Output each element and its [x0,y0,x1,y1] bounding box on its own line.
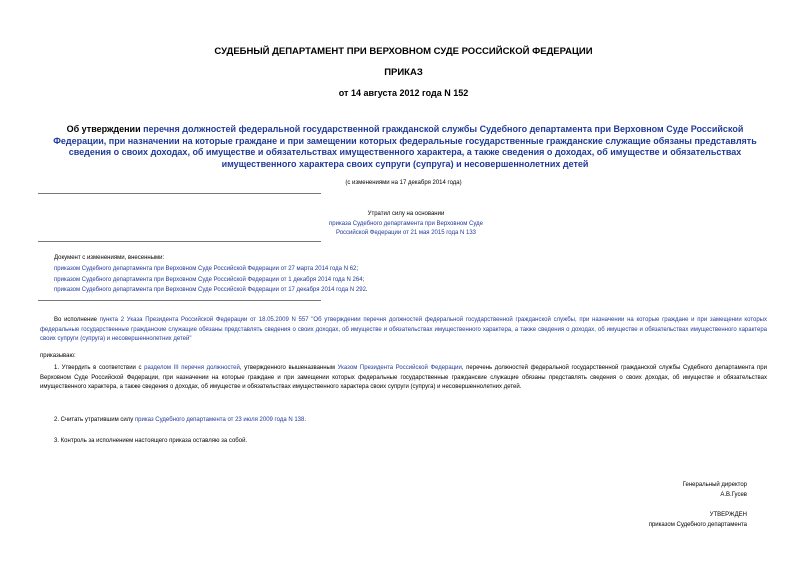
lost-force-line: Утратил силу на основании [367,211,445,217]
doc-changes-heading: Документ с изменениями, внесенными: [54,255,165,261]
clause-2-text: 2. Считать утратившим силу [54,417,135,423]
clause-1-link-decree[interactable]: Указом Президента Российской Федерации [337,365,462,371]
doc-changes-item [54,275,368,286]
doc-changes-link[interactable]: приказом Судебного департамента при Верховном Суде Российской Федерации от 17 декабря 2014 года N 292 [54,287,366,294]
title-link[interactable]: перечня должностей федеральной государственной гражданской службы Судебного департамента при Верховном Суде Российской Федерации, при назначении на которые граждане и при замещении которых федеральные государственные гражданские служащие обязаны представлять сведения о своих доходах, об имуществе и обязательствах имущественного характера, а также сведения о доходах, об имуществе и обязательствах имущественного характера своих супруги (супруга) и несовершеннолетних детей [53,124,757,169]
order-word: приказываю: [40,353,76,359]
title-prefix: Об утверждении [66,124,144,134]
lost-force-link-2[interactable]: Российской Федерации от 21 мая 2015 года N 133 [335,230,477,236]
doc-changes-tail: . [365,287,368,294]
lost-force-note [256,210,556,239]
approval-block [649,511,747,530]
divider [38,241,321,242]
clause-3: 3. Контроль за исполнением настоящего приказа оставляю за собой. [54,438,248,444]
approval-label: УТВЕРЖДЕН [709,512,747,518]
doc-changes-item [54,264,368,275]
changes-note: (с изменениями на 17 декабря 2014 года) [345,180,462,186]
preamble-paragraph [40,316,767,345]
signature-block [683,481,747,500]
doc-changes-tail: ; [356,265,359,272]
doc-changes-link[interactable]: приказом Судебного департамента при Верховном Суде Российской Федерации от 27 марта 2014 года N 62 [54,265,357,272]
clause-1-text: , перечень должностей федеральной государственной гражданской службы Судебного департамента при Верховном Суде Российской Федерации, при назначении на которые граждане и при замещении которых федеральные государственные гражданские служащие обязаны представлять сведения о своих доходах, об имуществе и обязательствах имущественного характера, а также сведения о доходах, об имуществе и обязательствах имущественного характера своих супруги (супруга) и несовершеннолетних детей. [40,365,767,390]
clause-2-text: . [304,417,307,423]
clause-2-link[interactable]: приказ Судебного департамента от 23 июля 2009 года N 138 [134,417,305,423]
divider [38,193,321,194]
clause-1 [40,364,767,393]
document-title [50,124,760,170]
doc-changes [54,253,368,296]
clause-1-text: 1. Утвердить в соответствии с [54,365,145,371]
document-type: ПРИКАЗ [384,67,423,78]
clause-1-link-section[interactable]: разделом III перечня должностей [144,365,240,371]
document-date-number: от 14 августа 2012 года N 152 [338,88,469,98]
clause-1-text: , утвержденного вышеназванным [239,365,338,371]
department-header: СУДЕБНЫЙ ДЕПАРТАМЕНТ ПРИ ВЕРХОВНОМ СУДЕ РОССИЙСКОЙ ФЕДЕРАЦИИ [214,46,593,57]
lost-force-link-1[interactable]: приказа Судебного департамента при Верховном Суде [329,220,483,227]
doc-changes-tail: ; [362,276,365,283]
preamble-text: Во исполнение [54,317,100,323]
signature-position: Генеральный директор [682,482,747,488]
signature-name: А.В.Гусев [720,491,747,498]
divider [38,300,321,301]
approval-by: приказом Судебного департамента [648,521,747,528]
doc-changes-item [54,285,368,296]
doc-changes-link[interactable]: приказом Судебного департамента при Верховном Суде Российской Федерации от 1 декабря 2014 года N 264 [54,276,363,283]
clause-2 [40,416,767,426]
preamble-link[interactable]: пункта 2 Указа Президента Российской Федерации от 18.05.2009 N 557 "Об утверждении перечня должностей федеральной государственной гражданской службы, при назначении на которые граждане и при замещении которых федеральные государственные гражданские служащие обязаны представлять сведения о своих доходах, об имуществе и обязательствах имущественного характера, а также сведения о доходах, об имуществе и обязательствах имущественного характера своих супруги (супруга) и несовершеннолетних детей" [40,317,767,342]
